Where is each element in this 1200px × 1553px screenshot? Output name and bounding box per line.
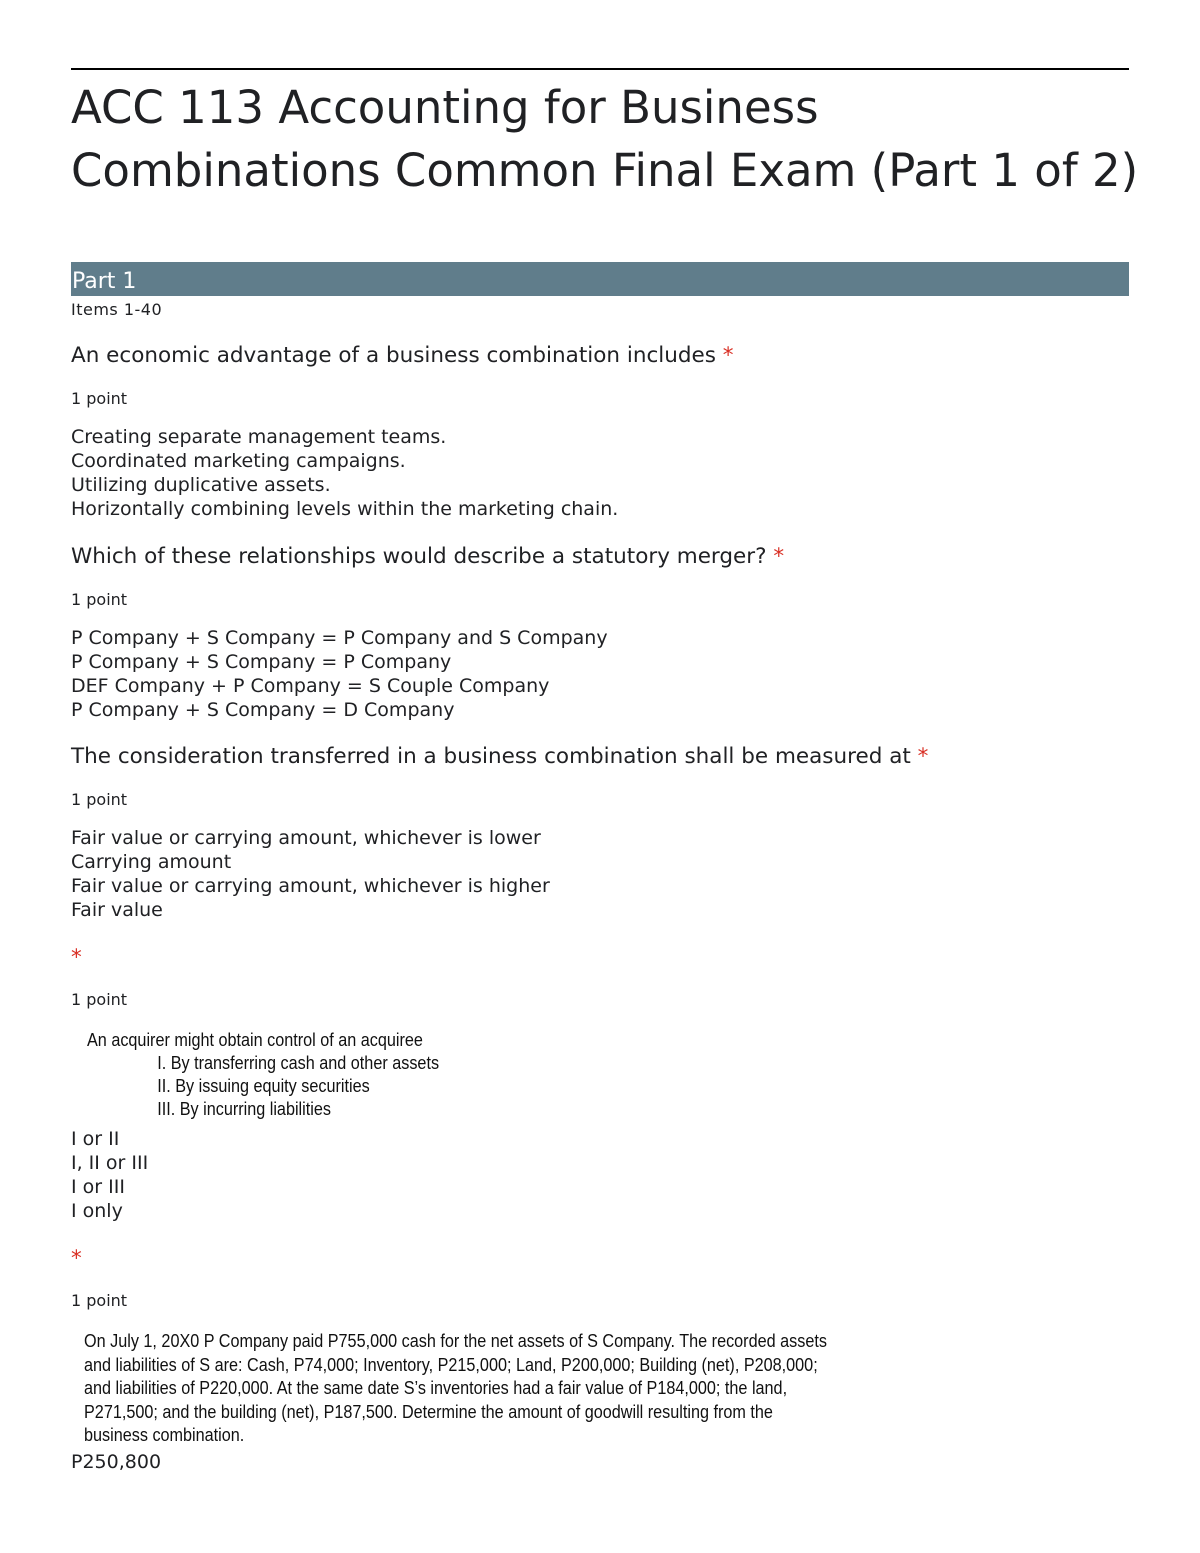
image-text-line: and liabilities of S are: Cash, P74,000; Inventory, P215,000; Land, P200,000; Building (net), P208,000; <box>84 1354 818 1375</box>
option[interactable]: I or III <box>71 1176 125 1198</box>
image-text-line: On July 1, 20X0 P Company paid P755,000 cash for the net assets of S Company. The recorded assets <box>84 1331 827 1351</box>
required-marker: * <box>917 744 929 769</box>
question-2-title <box>71 544 784 569</box>
option[interactable]: Horizontally combining levels within the marketing chain. <box>71 498 619 520</box>
question-5-image <box>84 1330 827 1448</box>
required-marker: * <box>71 1246 82 1271</box>
section-description: Items 1-40 <box>71 300 163 319</box>
question-text: The consideration transferred in a business combination shall be measured at <box>71 744 911 769</box>
required-marker: * <box>773 544 785 569</box>
required-marker: * <box>71 945 82 970</box>
option[interactable]: I, II or III <box>71 1152 149 1174</box>
question-2-points: 1 point <box>71 590 128 609</box>
image-text-line: III. By incurring liabilities <box>157 1099 331 1119</box>
option[interactable]: Fair value or carrying amount, whichever is lower <box>71 827 541 849</box>
question-text: Which of these relationships would describe a statutory merger? <box>71 544 767 569</box>
question-4-image <box>87 1030 439 1120</box>
option[interactable]: Creating separate management teams. <box>71 426 447 448</box>
question-1-title <box>71 343 734 368</box>
question-1-points: 1 point <box>71 389 128 408</box>
option[interactable]: P Company + S Company = D Company <box>71 699 455 721</box>
title-rule <box>71 68 1129 70</box>
image-text-line: I. By transferring cash and other assets <box>157 1053 440 1073</box>
question-5-options <box>71 1450 161 1474</box>
image-text-line: business combination. <box>84 1425 245 1446</box>
section-label: Part 1 <box>72 269 137 294</box>
option[interactable]: P250,800 <box>71 1451 162 1473</box>
question-4-options <box>71 1127 148 1223</box>
question-3-options <box>71 826 550 922</box>
question-5-points: 1 point <box>71 1291 128 1310</box>
question-text: An economic advantage of a business combination includes <box>71 343 716 368</box>
option[interactable]: Fair value or carrying amount, whichever is higher <box>71 875 550 897</box>
question-4-points: 1 point <box>71 990 128 1009</box>
form-title: ACC 113 Accounting for Business Combinations Common Final Exam (Part 1 of 2) <box>71 81 1139 197</box>
image-text-line: and liabilities of P220,000. At the same date S’s inventories had a fair value of P184,000; the land, <box>84 1378 788 1399</box>
option[interactable]: I only <box>71 1200 123 1222</box>
image-text-line: II. By issuing equity securities <box>157 1076 370 1096</box>
question-2-options <box>71 626 608 722</box>
option[interactable]: Carrying amount <box>71 851 232 873</box>
option[interactable]: DEF Company + P Company = S Couple Company <box>71 675 550 697</box>
question-1-options <box>71 425 618 521</box>
option[interactable]: Coordinated marketing campaigns. <box>71 450 406 472</box>
question-3-points: 1 point <box>71 790 128 809</box>
option[interactable]: Utilizing duplicative assets. <box>71 474 331 496</box>
option[interactable]: I or II <box>71 1128 120 1150</box>
option[interactable]: P Company + S Company = P Company <box>71 651 452 673</box>
option[interactable]: P Company + S Company = P Company and S Company <box>71 627 608 649</box>
image-text-line: An acquirer might obtain control of an acquiree <box>87 1030 423 1050</box>
section-header <box>71 262 1129 296</box>
option[interactable]: Fair value <box>71 899 163 921</box>
image-text-line: P271,500; and the building (net), P187,500. Determine the amount of goodwill resulting from the <box>84 1401 773 1422</box>
question-3-title <box>71 744 928 769</box>
required-marker: * <box>722 343 734 368</box>
